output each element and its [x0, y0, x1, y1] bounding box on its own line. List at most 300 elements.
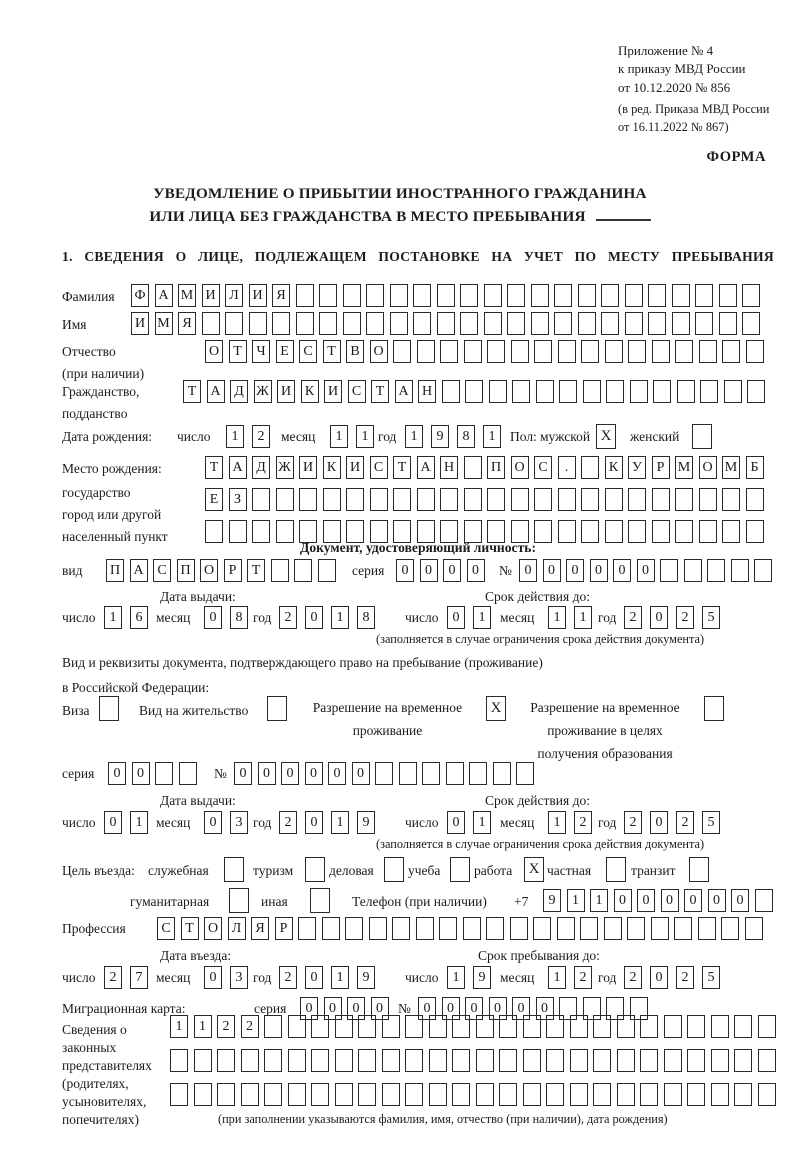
char-box — [534, 340, 552, 363]
char-box: X — [486, 696, 506, 721]
char-box — [627, 917, 645, 940]
char-box: 1 — [590, 889, 608, 912]
entry-year-boxes[interactable] — [279, 966, 383, 989]
char-box: 0 — [352, 762, 370, 785]
char-box: 0 — [443, 559, 461, 582]
char-box: 9 — [357, 966, 375, 989]
char-box: 8 — [230, 606, 248, 629]
purpose-official-label: служебная — [148, 863, 209, 878]
forma-label: ФОРМА — [706, 149, 766, 165]
char-box: 1 — [548, 966, 566, 989]
day-label: число — [405, 815, 439, 830]
month-label: месяц — [156, 815, 191, 830]
char-box — [358, 1015, 376, 1038]
char-box: 0 — [108, 762, 126, 785]
char-box: 2 — [217, 1015, 235, 1038]
char-box — [310, 888, 330, 913]
char-box — [390, 312, 408, 335]
char-box — [296, 284, 314, 307]
birth-month-boxes[interactable] — [330, 425, 382, 448]
char-box: М — [178, 284, 196, 307]
char-box: 1 — [567, 889, 585, 912]
char-box: 0 — [204, 606, 222, 629]
birth-day-boxes[interactable] — [226, 425, 278, 448]
char-box: 0 — [650, 811, 668, 834]
char-box: С — [157, 917, 175, 940]
char-box: И — [131, 312, 149, 335]
char-box: Т — [323, 340, 341, 363]
char-box — [405, 1049, 423, 1072]
char-box — [346, 488, 364, 511]
char-box: 0 — [420, 559, 438, 582]
char-box: 9 — [543, 889, 561, 912]
char-box — [523, 1015, 541, 1038]
profession-boxes[interactable] — [157, 917, 768, 940]
purpose-tourism-label: туризм — [253, 863, 294, 878]
char-box — [311, 1049, 329, 1072]
rvp-label: Разрешение на временное проживание — [312, 700, 463, 738]
migration-number-label: № — [398, 1001, 411, 1016]
char-box — [267, 696, 287, 721]
purpose-transit-label: транзит — [631, 863, 676, 878]
char-box — [758, 1049, 776, 1072]
header-reference-block — [618, 42, 769, 137]
char-box — [429, 1083, 447, 1106]
char-box: Б — [746, 456, 764, 479]
stay-until-heading: Срок пребывания до: — [478, 948, 600, 963]
visa-checkbox[interactable] — [99, 696, 125, 721]
char-box — [440, 488, 458, 511]
char-box — [241, 1049, 259, 1072]
char-box — [652, 488, 670, 511]
birthdate-label: Дата рождения: — [62, 429, 153, 444]
char-box — [559, 380, 577, 403]
char-box — [264, 1083, 282, 1106]
char-box: Н — [440, 456, 458, 479]
char-box — [628, 488, 646, 511]
char-box — [476, 1015, 494, 1038]
char-box — [570, 1015, 588, 1038]
char-box — [554, 312, 572, 335]
form-title — [0, 183, 800, 229]
doc-valid-day-boxes[interactable] — [447, 606, 499, 629]
char-box — [523, 1049, 541, 1072]
sex-female-checkbox[interactable] — [692, 424, 718, 449]
char-box — [413, 284, 431, 307]
residence-permit-checkbox[interactable] — [267, 696, 293, 721]
char-box: 0 — [566, 559, 584, 582]
char-box — [252, 488, 270, 511]
day-label: число — [405, 970, 439, 985]
char-box — [652, 340, 670, 363]
char-box — [507, 284, 525, 307]
char-box: 8 — [457, 425, 475, 448]
legal-label: законных — [62, 1040, 117, 1055]
char-box: 2 — [624, 811, 642, 834]
year-label: год — [253, 970, 272, 985]
blank-underline — [596, 206, 651, 221]
char-box: 1 — [170, 1015, 188, 1038]
res-valid-day-boxes[interactable] — [447, 811, 499, 834]
purpose-official-checkbox[interactable] — [224, 857, 250, 882]
char-box — [413, 312, 431, 335]
rvp-checkbox[interactable] — [486, 696, 512, 721]
char-box — [460, 284, 478, 307]
char-box: 0 — [396, 559, 414, 582]
char-box — [450, 857, 470, 882]
char-box — [264, 1015, 282, 1038]
char-box — [249, 312, 267, 335]
char-box — [507, 312, 525, 335]
surname-boxes[interactable] — [131, 284, 766, 307]
res-issue-day-boxes[interactable] — [104, 811, 156, 834]
year-label: год — [253, 610, 272, 625]
char-box — [747, 380, 765, 403]
purpose-business-label: деловая — [329, 863, 374, 878]
char-box: 0 — [708, 889, 726, 912]
char-box: Я — [272, 284, 290, 307]
char-box — [390, 284, 408, 307]
char-box — [546, 1083, 564, 1106]
char-box: 1 — [330, 425, 348, 448]
char-box — [677, 380, 695, 403]
purpose-other-checkbox[interactable] — [310, 888, 336, 913]
char-box: 5 — [702, 966, 720, 989]
char-box — [288, 1015, 306, 1038]
char-box: 0 — [305, 606, 323, 629]
char-box: 2 — [624, 966, 642, 989]
month-label: месяц — [500, 815, 535, 830]
doc-type-boxes[interactable] — [106, 559, 341, 582]
char-box — [672, 312, 690, 335]
citizenship-boxes[interactable] — [183, 380, 771, 403]
char-box: П — [106, 559, 124, 582]
char-box — [605, 340, 623, 363]
char-box — [721, 917, 739, 940]
name-label: Имя — [62, 317, 87, 332]
entry-day-boxes[interactable] — [104, 966, 156, 989]
sex-male-checkbox[interactable] — [596, 424, 622, 449]
purpose-business-checkbox[interactable] — [384, 857, 410, 882]
char-box: Я — [178, 312, 196, 335]
char-box — [758, 1083, 776, 1106]
char-box: 0 — [613, 559, 631, 582]
phone-label: Телефон (при наличии) — [352, 894, 487, 909]
doc-issue-month-boxes[interactable] — [204, 606, 256, 629]
purpose-private-checkbox[interactable] — [606, 857, 632, 882]
stay-month-boxes[interactable] — [548, 966, 600, 989]
char-box: 0 — [465, 997, 483, 1020]
entry-date-heading: Дата въезда: — [160, 948, 232, 963]
char-box: 1 — [473, 606, 491, 629]
char-box — [640, 1015, 658, 1038]
patronymic-sublabel: (при наличии) — [62, 366, 145, 381]
char-box — [464, 340, 482, 363]
res-issue-year-boxes[interactable] — [279, 811, 383, 834]
birthplace-boxes-row2[interactable] — [205, 488, 769, 511]
char-box — [489, 380, 507, 403]
char-box: 1 — [548, 811, 566, 834]
char-box: Я — [251, 917, 269, 940]
char-box: Д — [252, 456, 270, 479]
char-box: 1 — [356, 425, 374, 448]
char-box: А — [229, 456, 247, 479]
char-box — [558, 488, 576, 511]
char-box: 0 — [204, 966, 222, 989]
char-box — [225, 312, 243, 335]
legal-label: представителях — [62, 1058, 152, 1073]
char-box — [202, 312, 220, 335]
header-line: к приказу МВД России — [618, 61, 746, 77]
char-box: С — [153, 559, 171, 582]
char-box — [288, 1083, 306, 1106]
char-box: 0 — [305, 811, 323, 834]
char-box — [580, 917, 598, 940]
char-box: К — [323, 456, 341, 479]
char-box: С — [370, 456, 388, 479]
phone-prefix: +7 — [514, 894, 529, 909]
year-label: год — [598, 970, 617, 985]
residence-doc-line2: в Российской Федерации: — [62, 680, 210, 695]
char-box — [511, 340, 529, 363]
stay-year-boxes[interactable] — [624, 966, 728, 989]
char-box: Р — [275, 917, 293, 940]
char-box — [648, 284, 666, 307]
char-box — [570, 1049, 588, 1072]
char-box — [393, 488, 411, 511]
res-number-boxes[interactable] — [234, 762, 540, 785]
char-box — [510, 917, 528, 940]
char-box — [99, 696, 119, 721]
month-label: месяц — [500, 970, 535, 985]
char-box — [452, 1049, 470, 1072]
month-label: месяц — [156, 970, 191, 985]
issue-date-heading: Дата выдачи: — [160, 589, 236, 604]
char-box — [719, 312, 737, 335]
char-box — [672, 284, 690, 307]
char-box: 1 — [548, 606, 566, 629]
legal-boxes-row3[interactable] — [170, 1083, 781, 1106]
char-box — [484, 284, 502, 307]
stay-day-boxes[interactable] — [447, 966, 499, 989]
char-box — [695, 312, 713, 335]
char-box — [272, 312, 290, 335]
res-issue-month-boxes[interactable] — [204, 811, 256, 834]
purpose-humanitarian-label: гуманитарная — [130, 894, 210, 909]
char-box: 0 — [519, 559, 537, 582]
char-box — [299, 488, 317, 511]
char-box: А — [417, 456, 435, 479]
char-box — [155, 762, 173, 785]
char-box — [422, 762, 440, 785]
char-box: 1 — [331, 811, 349, 834]
char-box — [512, 380, 530, 403]
char-box — [581, 456, 599, 479]
char-box — [664, 1015, 682, 1038]
char-box — [382, 1049, 400, 1072]
char-box — [493, 762, 511, 785]
char-box — [578, 284, 596, 307]
char-box — [687, 1049, 705, 1072]
day-label: число — [62, 610, 96, 625]
char-box: 0 — [328, 762, 346, 785]
char-box: X — [596, 424, 616, 449]
char-box: 0 — [637, 889, 655, 912]
patronymic-label: Отчество — [62, 344, 116, 359]
char-box — [366, 284, 384, 307]
doc-valid-month-boxes[interactable] — [548, 606, 600, 629]
char-box: К — [301, 380, 319, 403]
char-box — [695, 284, 713, 307]
rvp-education-checkbox[interactable] — [704, 696, 730, 721]
name-boxes[interactable] — [131, 312, 766, 335]
char-box: И — [277, 380, 295, 403]
char-box: 2 — [279, 606, 297, 629]
char-box: А — [130, 559, 148, 582]
char-box: А — [207, 380, 225, 403]
month-label: месяц — [281, 429, 316, 444]
char-box: 0 — [536, 997, 554, 1020]
char-box: 0 — [324, 997, 342, 1020]
entry-month-boxes[interactable] — [204, 966, 256, 989]
char-box — [484, 312, 502, 335]
header-amendment-line: от 16.11.2022 № 867) — [618, 119, 729, 134]
purpose-humanitarian-checkbox[interactable] — [229, 888, 255, 913]
char-box — [675, 340, 693, 363]
char-box — [437, 284, 455, 307]
char-box: В — [346, 340, 364, 363]
doc-type-label: вид — [62, 563, 83, 578]
char-box — [439, 917, 457, 940]
char-box: 0 — [614, 889, 632, 912]
birthplace-sublabel: город или другой — [62, 507, 162, 522]
doc-valid-year-boxes[interactable] — [624, 606, 728, 629]
char-box — [194, 1083, 212, 1106]
purpose-tourism-checkbox[interactable] — [305, 857, 331, 882]
birthplace-boxes-row1[interactable] — [205, 456, 769, 479]
char-box — [417, 340, 435, 363]
char-box: П — [177, 559, 195, 582]
char-box: Л — [225, 284, 243, 307]
purpose-transit-checkbox[interactable] — [689, 857, 715, 882]
char-box: Р — [652, 456, 670, 479]
char-box — [704, 696, 724, 721]
char-box — [711, 1083, 729, 1106]
patronymic-boxes[interactable] — [205, 340, 769, 363]
char-box — [583, 380, 601, 403]
char-box: 0 — [442, 997, 460, 1020]
char-box — [271, 559, 289, 582]
char-box — [755, 889, 773, 912]
char-box: О — [204, 917, 222, 940]
char-box — [294, 559, 312, 582]
char-box — [593, 1083, 611, 1106]
purpose-label: Цель въезда: — [62, 863, 135, 878]
char-box — [319, 284, 337, 307]
char-box — [345, 917, 363, 940]
char-box: Ж — [254, 380, 272, 403]
phone-boxes[interactable] — [543, 889, 778, 912]
char-box: 0 — [637, 559, 655, 582]
char-box: И — [346, 456, 364, 479]
char-box — [557, 917, 575, 940]
char-box — [593, 1049, 611, 1072]
char-box — [366, 312, 384, 335]
char-box — [546, 1015, 564, 1038]
purpose-study-checkbox[interactable] — [450, 857, 476, 882]
char-box: О — [200, 559, 218, 582]
char-box — [689, 857, 709, 882]
year-label: год — [378, 429, 397, 444]
res-series-boxes[interactable] — [108, 762, 202, 785]
char-box — [687, 1015, 705, 1038]
char-box — [675, 488, 693, 511]
char-box — [742, 312, 760, 335]
doc-number-boxes[interactable] — [519, 559, 778, 582]
char-box — [625, 284, 643, 307]
char-box — [684, 559, 702, 582]
char-box — [370, 488, 388, 511]
char-box — [664, 1049, 682, 1072]
char-box: Е — [205, 488, 223, 511]
section1-heading: 1. СВЕДЕНИЯ О ЛИЦЕ, ПОДЛЕЖАЩЕМ ПОСТАНОВКЕ НА УЧЕТ ПО МЕСТУ ПРЕБЫВАНИЯ — [62, 249, 774, 264]
doc-issue-day-boxes[interactable] — [104, 606, 156, 629]
char-box: Т — [183, 380, 201, 403]
identity-doc-heading: Документ, удостоверяющий личность: — [300, 540, 536, 555]
char-box — [745, 917, 763, 940]
doc-series-label: серия — [352, 563, 385, 578]
doc-issue-year-boxes[interactable] — [279, 606, 383, 629]
birth-year-boxes[interactable] — [405, 425, 509, 448]
char-box — [460, 312, 478, 335]
char-box — [476, 1083, 494, 1106]
header-line: от 10.12.2020 № 856 — [618, 79, 731, 95]
char-box — [630, 380, 648, 403]
legal-boxes-row2[interactable] — [170, 1049, 781, 1072]
char-box — [311, 1015, 329, 1038]
char-box: Т — [393, 456, 411, 479]
legal-boxes-row1[interactable] — [170, 1015, 781, 1038]
char-box — [405, 1015, 423, 1038]
char-box: Л — [228, 917, 246, 940]
char-box — [604, 917, 622, 940]
char-box — [452, 1015, 470, 1038]
char-box — [746, 340, 764, 363]
year-label: год — [598, 815, 617, 830]
res-valid-year-boxes[interactable] — [624, 811, 728, 834]
day-label: число — [405, 610, 439, 625]
char-box — [463, 917, 481, 940]
residence-doc-line1: Вид и реквизиты документа, подтверждающего право на пребывание (проживание) — [62, 655, 543, 670]
char-box: 0 — [104, 811, 122, 834]
year-label: год — [598, 610, 617, 625]
char-box — [531, 312, 549, 335]
legal-label: попечителях) — [62, 1112, 139, 1127]
char-box: Т — [229, 340, 247, 363]
doc-series-boxes[interactable] — [396, 559, 490, 582]
res-valid-month-boxes[interactable] — [548, 811, 600, 834]
char-box: 0 — [258, 762, 276, 785]
char-box — [731, 559, 749, 582]
purpose-work-checkbox[interactable] — [524, 857, 550, 882]
doc-number-label: № — [499, 563, 512, 578]
char-box — [318, 559, 336, 582]
char-box: И — [324, 380, 342, 403]
char-box — [581, 340, 599, 363]
char-box: 0 — [661, 889, 679, 912]
char-box: 5 — [702, 606, 720, 629]
legal-label: Сведения о — [62, 1022, 127, 1037]
